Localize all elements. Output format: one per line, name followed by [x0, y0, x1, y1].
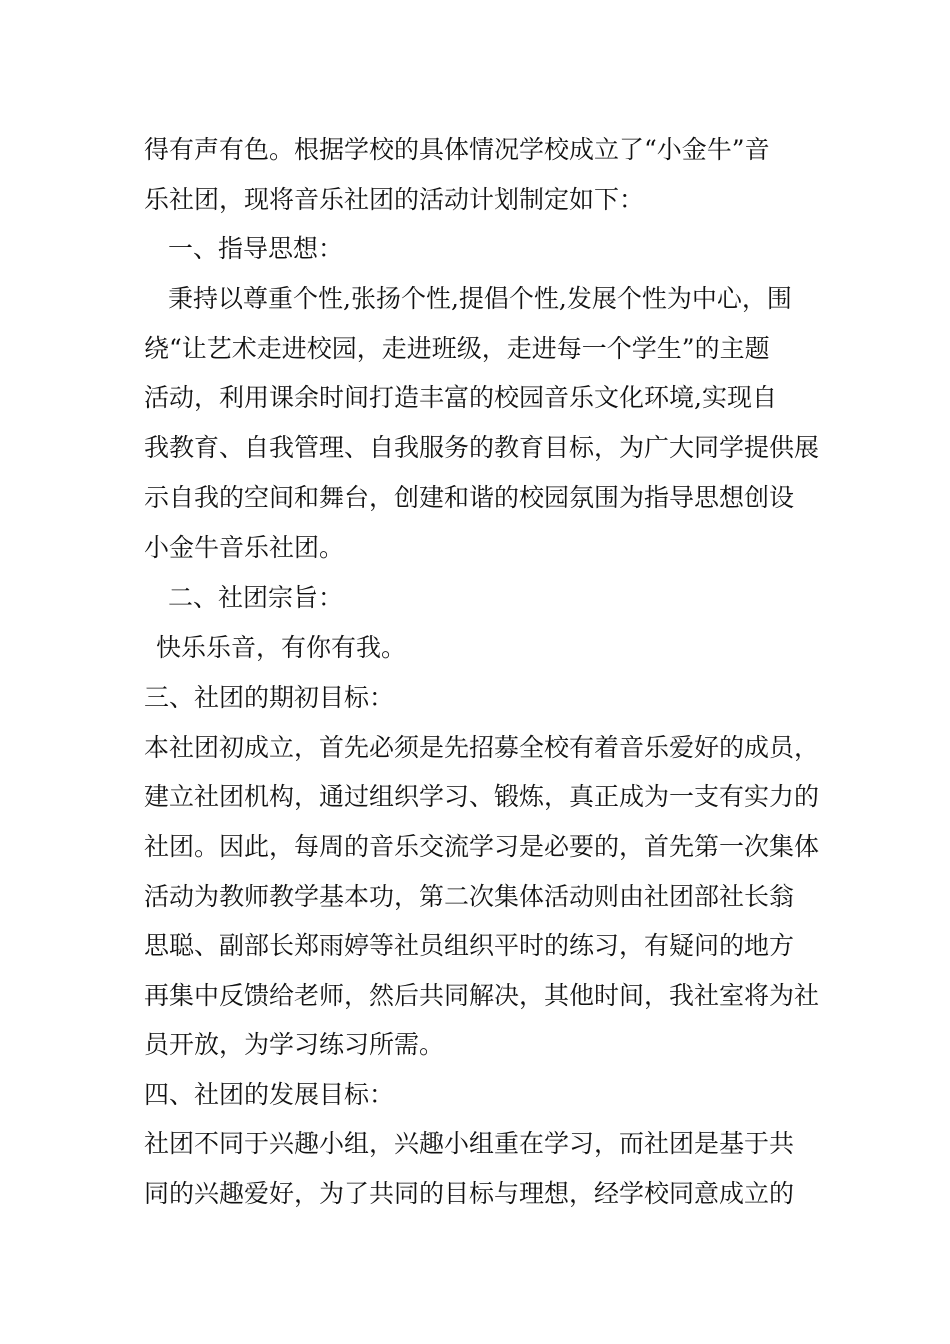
body-text-line: 本社团初成立，首先必须是先招募全校有着音乐爱好的成员， — [144, 733, 820, 762]
body-text-line: 示自我的空间和舞台，创建和谐的校园氛围为指导思想创设 — [144, 483, 795, 512]
body-text-line: 我教育、自我管理、自我服务的教育目标，为广大同学提供展 — [144, 433, 820, 462]
body-text-line: 思聪、副部长郑雨婷等社员组织平时的练习，有疑问的地方 — [144, 931, 795, 960]
body-text-line: 小金牛音乐社团。 — [144, 533, 345, 562]
body-text-line: 绕“让艺术走进校园，走进班级，走进每一个学生”的主题 — [144, 334, 770, 363]
body-text-line: 秉持以尊重个性,张扬个性,提倡个性,发展个性为中心，围 — [168, 284, 792, 313]
body-text-line: 同的兴趣爱好，为了共同的目标与理想，经学校同意成立的 — [144, 1179, 795, 1208]
body-text-line: 得有声有色。根据学校的具体情况学校成立了“小金牛”音 — [144, 135, 770, 164]
body-text-line: 再集中反馈给老师，然后共同解决，其他时间，我社室将为社 — [144, 981, 820, 1010]
section-heading: 三、社团的期初目标： — [144, 683, 395, 712]
section-heading: 二、社团宗旨： — [168, 583, 344, 612]
body-text-line: 快乐乐音，有你有我。 — [156, 633, 407, 662]
body-text-line: 建立社团机构，通过组织学习、锻炼，真正成为一支有实力的 — [144, 782, 820, 811]
body-text-line: 员开放，为学习练习所需。 — [144, 1030, 445, 1059]
body-text-line: 活动，利用课余时间打造丰富的校园音乐文化环境,实现自 — [144, 383, 777, 412]
body-text-line: 社团不同于兴趣小组，兴趣小组重在学习，而社团是基于共 — [144, 1129, 795, 1158]
body-text-line: 社团。因此，每周的音乐交流学习是必要的，首先第一次集体 — [144, 832, 820, 861]
body-text-line: 活动为教师教学基本功，第二次集体活动则由社团部社长翁 — [144, 882, 795, 911]
section-heading: 一、指导思想： — [168, 234, 344, 263]
section-heading: 四、社团的发展目标： — [144, 1080, 395, 1109]
body-text-line: 乐社团，现将音乐社团的活动计划制定如下： — [144, 185, 645, 214]
